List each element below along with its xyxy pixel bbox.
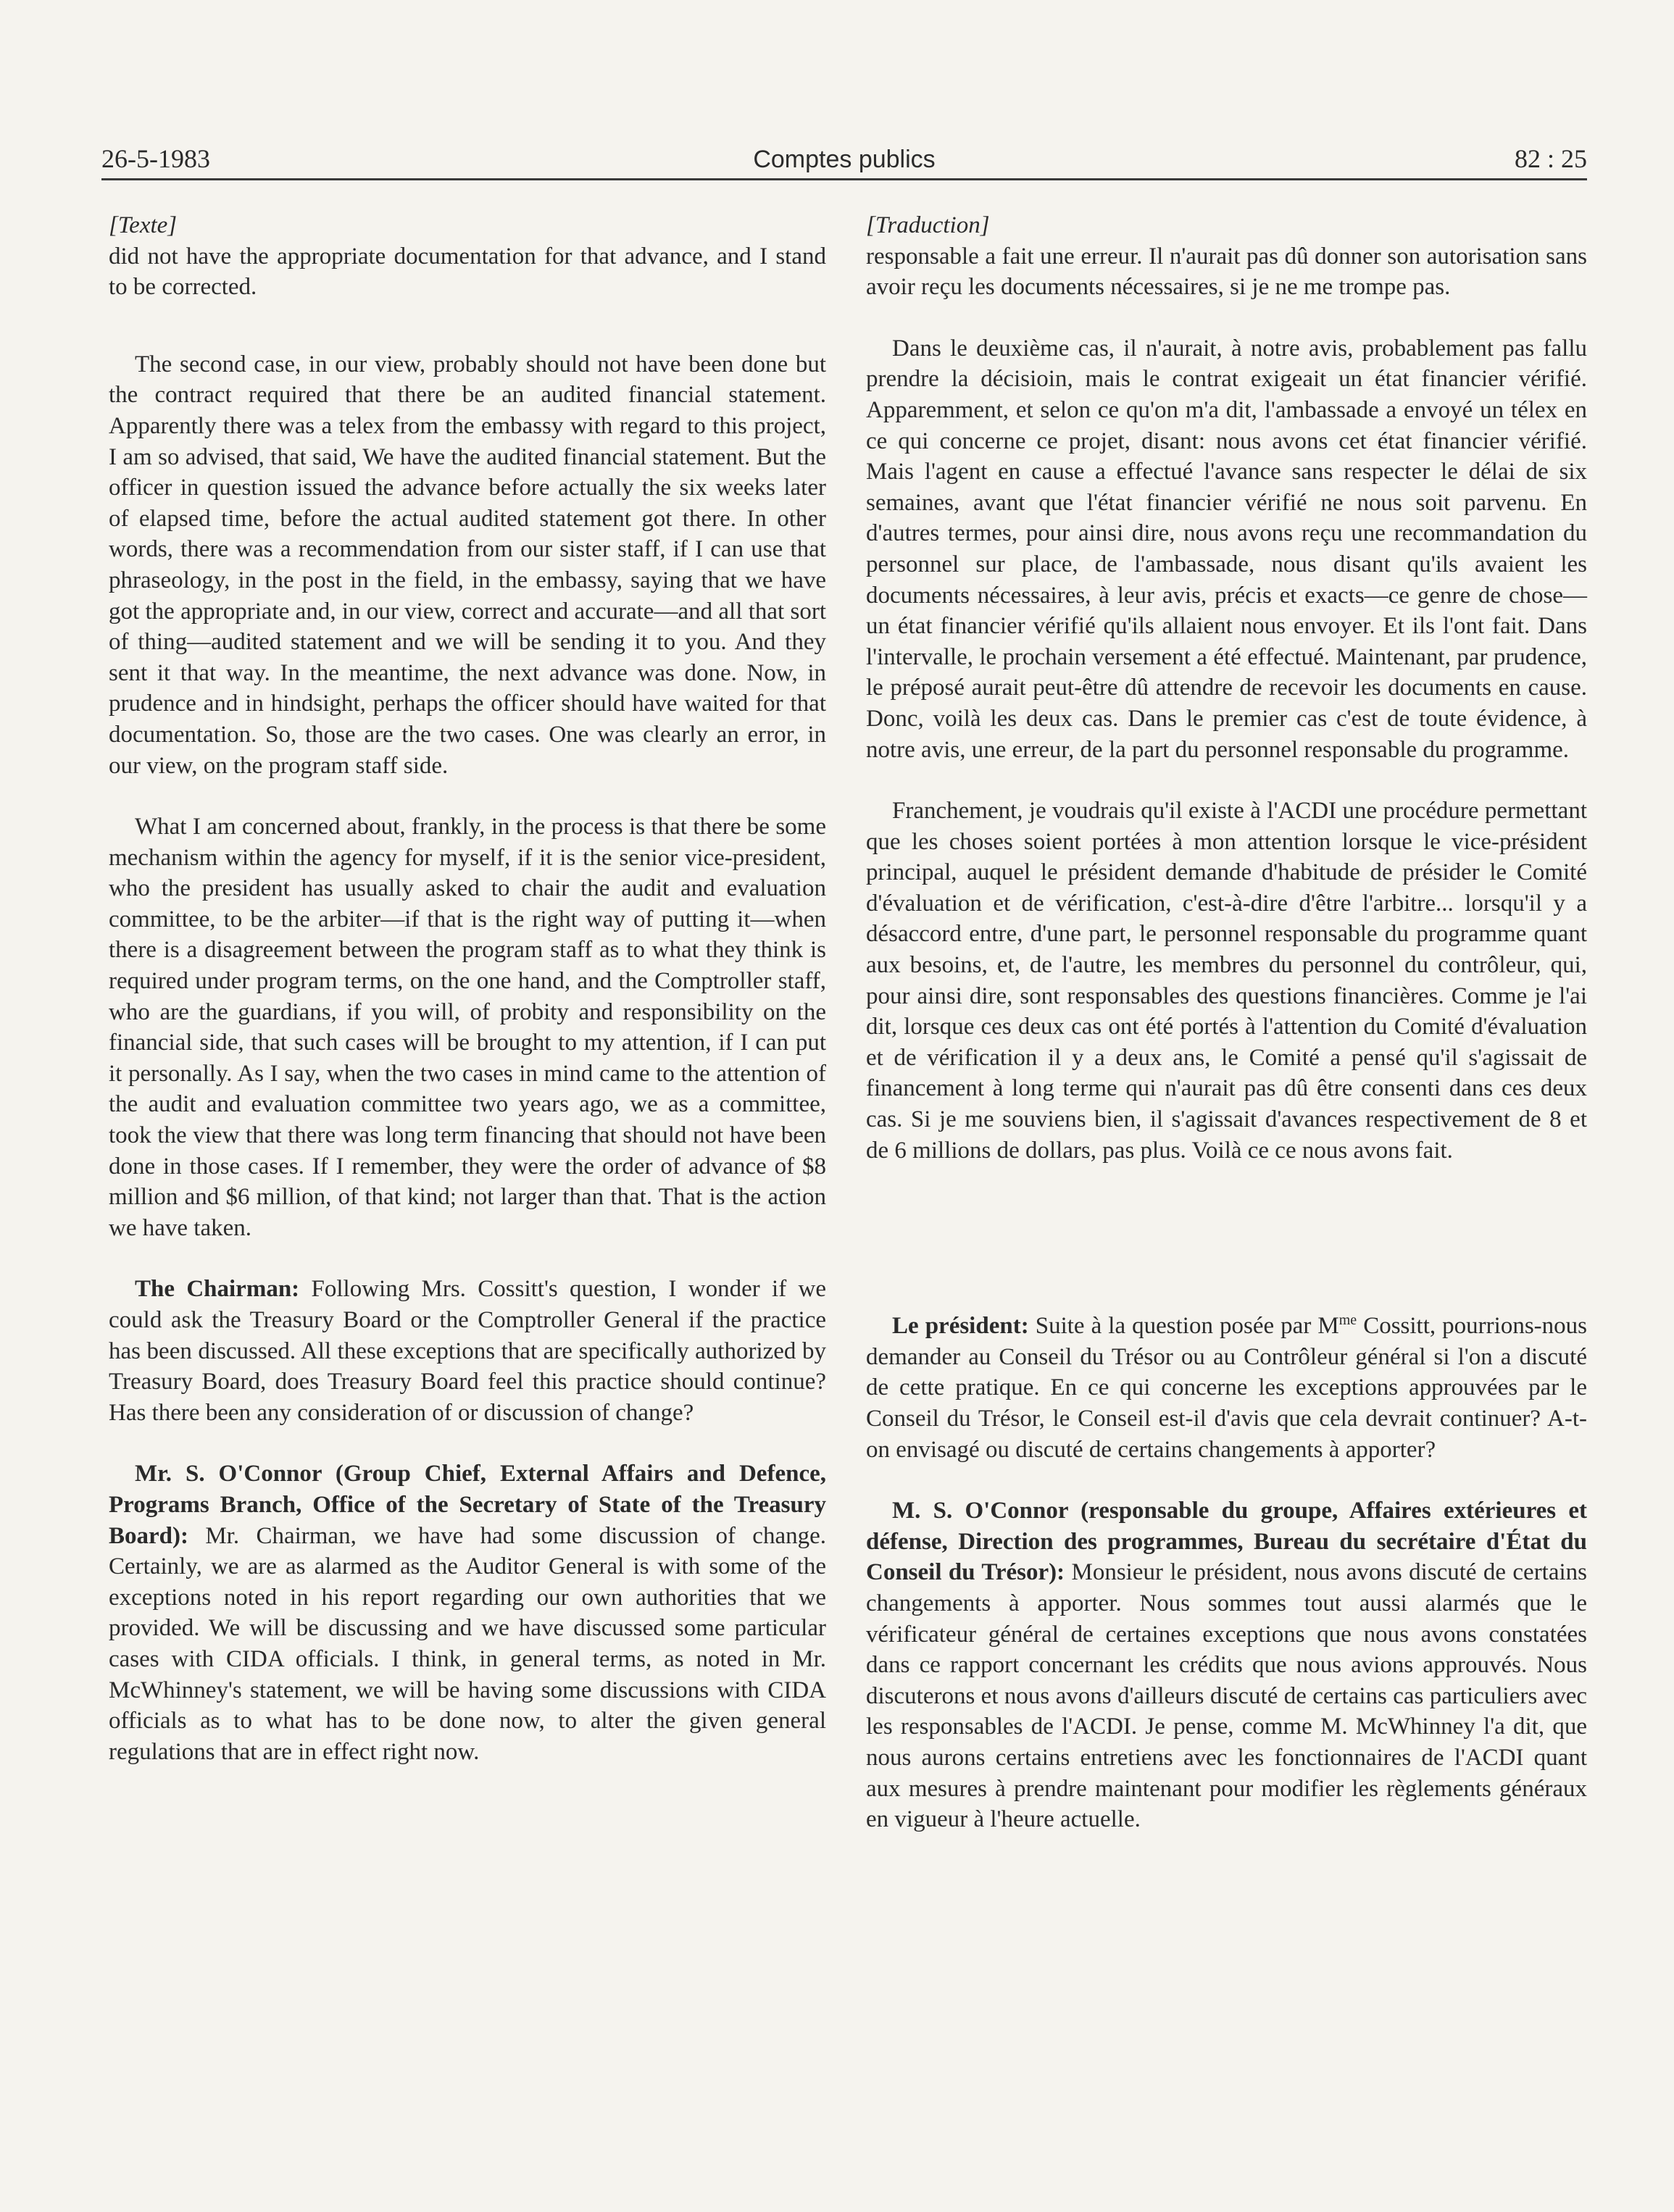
page-header — [101, 138, 1587, 180]
paragraph — [866, 1495, 1587, 1835]
speech-text: Following Mrs. Cossitt's question, I wonder if we could ask the Treasury Board or the Comptroller General if the practice has been discussed. All these exceptions that are specifically authorized by Treasury Board, does Treasury Board feel this practice should continue? Has there been any consideration of or discussion of change? — [109, 1276, 827, 1426]
paragraph: Dans le deuxième cas, il n'aurait, à notre avis, probablement pas fallu prendre la décisioin, mais le contrat exigeait un état financier vérifié. Apparemment, et selon ce qu'on m'a dit, l'ambassade a envoyé un télex en ce qui concerne ce projet, disant: nous avons cet état financier vérifié. Mais l'agent en cause a effectué l'avance sans respecter le délai de six semaines, avant que l'état financier vérifié ne nous soit parvenu. En d'autres termes, pour ainsi dire, nous avons reçu une recommandation du personnel sur place, de l'ambassade, nous disant qu'ils avaient les documents nécessaires, à leur avis, précis et exacts—ce genre de chose—un état financier vérifié qu'ils allaient nous envoyer. Et ils l'ont fait. Dans l'intervalle, le prochain versement a été effectué. Maintenant, par prudence, le préposé aurait peut-être dû attendre de recevoir les documents en cause. Donc, voilà les deux cas. Dans le premier cas c'est de toute évidence, à notre avis, une erreur, de la part du personnel responsable du programme. — [866, 335, 1587, 763]
paragraph — [109, 1274, 826, 1428]
paragraph: Franchement, je voudrais qu'il existe à l'ACDI une procédure permettant que les choses soient portées à mon attention lorsque le vice-président principal, auquel le président demande d'habitude de présider le Comité d'évaluation et de vérification, c'est-à-dire d'être l'arbitre... lorsqu'il y a désaccord entre, d'une part, le personnel responsable du programme quant aux besoins, et, de l'autre, les membres du personnel du contrôleur, qui, pour ainsi dire, sont responsables des questions financières. Comme je l'ai dit, lorsque ces deux cas ont été portés à l'attention du Comité d'évaluation et de vérification il y a deux ans, le Comité a pensé qu'il s'agissait de financement à long terme qui n'aurait pas dû être consenti dans ces deux cas. Si je me souviens bien, il s'agissait d'avances respectivement de 8 et de 6 millions de dollars, pas plus. Voilà ce ce nous avons fait. — [866, 798, 1587, 1164]
speech-text: Monsieur le président, nous avons discuté de certains changements à apporter. Nous sommes tout aussi alarmés que le vérificateur général de certaines exceptions que nous avons constatées dans ce rapport concernant les crédits que nous avions approuvés. Nous discuterons et nous avons d'ailleurs discuté de certains cas particuliers avec les responsables de l'ACDI. Je pense, comme M. McWhinney l'a dit, que nous aurons certains entretiens avec les fonctionnaires de l'ACDI quant aux mesures à prendre maintenant pour modifier les règlements généraux en vigueur à l'heure actuelle. — [866, 1559, 1588, 1833]
paragraph: responsable a fait une erreur. Il n'aurait pas dû donner son autorisation sans avoir reçu les documents nécessaires, si je ne me trompe pas. — [866, 243, 1587, 301]
paragraph — [109, 1458, 826, 1767]
speaker-name: Le président: — [892, 1313, 1029, 1340]
english-column — [109, 210, 826, 1767]
speaker-name: M. S. O'Connor (responsable du groupe, Affaires extérieures et défense, Direction des programmes, Bureau du secrétaire d'État du Conseil du Trésor): — [866, 1498, 1587, 1586]
speech-text: Mr. Chairman, we have had some discussion of change. Certainly, we are as alarmed as the Auditor General is with some of the exceptions noted in his report regarding our own authorities that we provided. We will be discussing and we have discussed some particular cases with CIDA officials. I think, in general terms, as noted in Mr. McWhinney's statement, we will be having some discussions with CIDA officials as to what has to be done now, to alter the given general regulations that are in effect right now. — [109, 1522, 826, 1765]
column-tag: [Traduction] — [866, 212, 990, 238]
column-tag: [Texte] — [109, 212, 178, 238]
french-column — [866, 210, 1587, 1835]
paragraph: did not have the appropriate documentation for that advance, and I stand to be corrected. — [109, 243, 826, 301]
speaker-name: Mr. S. O'Connor (Group Chief, External Affairs and Defence, Programs Branch, Office of the Secretary of State of the Treasury Board): — [109, 1461, 826, 1549]
paragraph: Le président: Suite à la question posée par $M^{me}$ Cossitt, pourrions-nous demander au Conseil du Trésor ou au Contrôleur général si l'on a discuté de cette pratique. En ce qui concerne les exceptions approuvées par le Conseil du Trésor, le Conseil est-il d'avis que cela devrait continuer? A-t-on envisagé ou discuté de certains changements à apporter? — [866, 1312, 1587, 1463]
speech-text: Cossitt, pourrions-nous demander au Conseil du Trésor ou au Contrôleur général si l'on a discuté de cette pratique. En ce qui concerne les exceptions approuvées par le Conseil du Trésor, le Conseil est-il d'avis que cela devrait continuer? A-t-on envisagé ou discuté de certains changements à apporter? — [866, 1313, 1587, 1463]
header-title: Comptes publics — [753, 146, 936, 173]
header-date: 26-5-1983 — [101, 144, 210, 173]
speaker-name: The Chairman: — [135, 1276, 300, 1303]
header-page-number: 82 : 25 — [1514, 144, 1587, 173]
paragraph: What I am concerned about, frankly, in the process is that there be some mechanism within the agency for myself, if it is the senior vice-president, who the president has usually asked to chair the audit and evaluation committee, to be the arbiter—if that is the right way of putting it—when there is a disagreement between the program staff as to what they think is required under program terms, on the one hand, and the Comptroller staff, who are the guardians, if you will, of probity and responsibility on the financial side, that such cases will be brought to my attention, if I can put it personally. As I say, when the two cases in mind came to the attention of the audit and evaluation committee two years ago, we as a committee, took the view that there was long term financing that should not have been done in those cases. If I remember, they were the order of advance of $8 million and $6 million, of that kind; not larger than that. That is the action we have taken. — [109, 814, 826, 1241]
paragraph: The second case, in our view, probably should not have been done but the contract required that there be an audited financial statement. Apparently there was a telex from the embassy with regard to this project, I am so advised, that said, We have the audited financial statement. But the officer in question issued the advance before actually the six weeks later of elapsed time, before the actual audited statement got there. In other words, there was a recommendation from our sister staff, if I can use that phraseology, in the post in the field, in the embassy, saying that we have got the appropriate and, in our view, correct and accurate—and all that sort of thing—audited statement and we will be sending it to you. And they sent it that way. In the meantime, the next advance was done. Now, in prudence and in hindsight, perhaps the officer should have waited for that documentation. So, those are the two cases. One was clearly an error, in our view, on the program staff side. — [109, 351, 826, 779]
